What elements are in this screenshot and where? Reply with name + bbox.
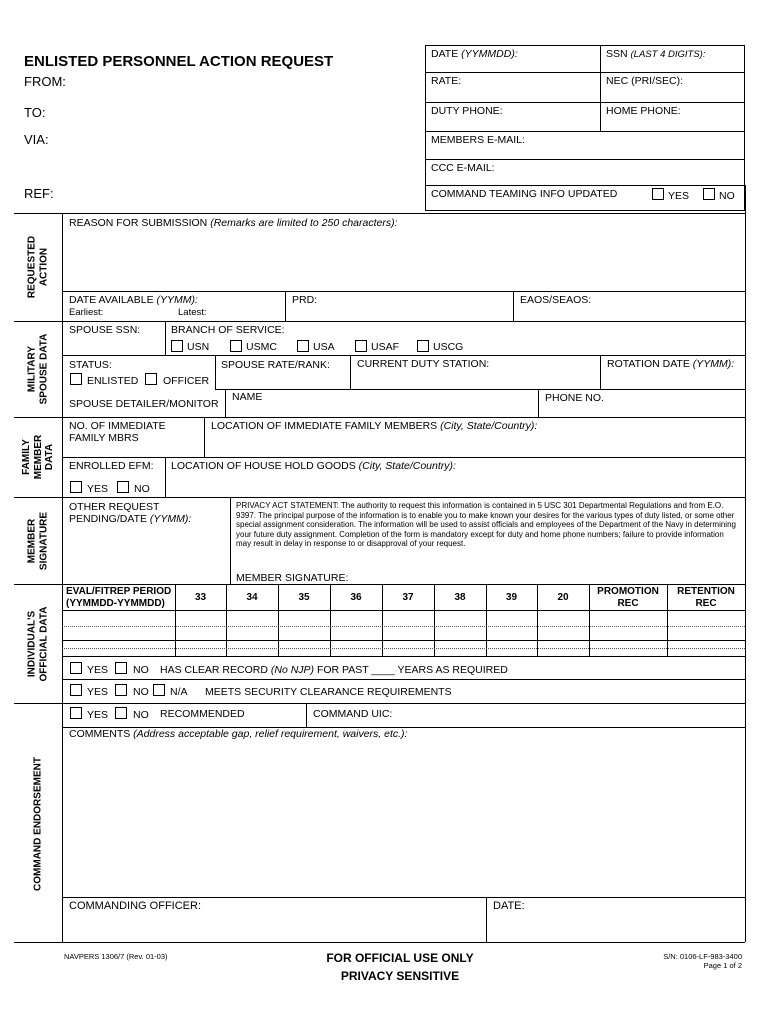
- security-yes-checkbox[interactable]: [70, 684, 82, 696]
- efm-yes-label: YES: [87, 483, 109, 495]
- privacy-act-statement: PRIVACY ACT STATEMENT: The authority to request this information is contained in 5 USC 301 Departmental Regulations and from E.O. 9397. The principal purpose of the information is to enable you to make known your desires for the various types of duty listed, or some other special assignment consideration. The information will be used to assist officials and employees of the Department of the Navy in determining your future duty assignment. Completion of the form is mandatory except for duty and home phone numbers; failure to provide information may result in delay in response to or disapproval of your request.: [236, 501, 736, 549]
- stock-number: S/N: 0106-LF-983-3400: [663, 952, 742, 961]
- side-official-data: INDIVIDUAL'S OFFICIAL DATA: [26, 606, 49, 682]
- command-uic-field[interactable]: COMMAND UIC:: [313, 708, 393, 720]
- date-available-label: DATE AVAILABLE (YYMM):: [69, 294, 198, 306]
- location-hhg-field[interactable]: LOCATION OF HOUSE HOLD GOODS (City, State/Country):: [171, 460, 456, 472]
- eval-column-33: 33: [194, 592, 207, 603]
- privacy-sensitive-label: PRIVACY SENSITIVE: [340, 969, 460, 983]
- security-no-label: NO: [133, 686, 149, 698]
- side-member-signature: MEMBER SIGNATURE: [26, 511, 49, 571]
- uscg-checkbox[interactable]: [417, 340, 429, 352]
- side-requested-action: REQUESTED ACTION: [26, 235, 49, 299]
- officer-checkbox[interactable]: [145, 373, 157, 385]
- detailer-name-field[interactable]: NAME: [232, 391, 263, 403]
- eval-data-rows[interactable]: [62, 611, 745, 656]
- rotation-date-field[interactable]: ROTATION DATE (YYMM):: [607, 358, 735, 370]
- usmc-checkbox[interactable]: [230, 340, 242, 352]
- from-label: FROM:: [24, 74, 66, 89]
- page-number: Page 1 of 2: [703, 961, 742, 970]
- recommended-yes-checkbox[interactable]: [70, 707, 82, 719]
- num-immediate-family-field[interactable]: NO. OF IMMEDIATE FAMILY MBRS: [69, 420, 166, 445]
- clear-record-yes-checkbox[interactable]: [70, 662, 82, 674]
- officer-label: OFFICER: [163, 375, 210, 387]
- via-label: VIA:: [24, 132, 49, 147]
- clear-record-no-label: NO: [133, 664, 149, 676]
- ccc-email-field[interactable]: CCC E-MAIL:: [431, 162, 495, 174]
- ssn-field[interactable]: SSN (LAST 4 DIGITS):: [606, 48, 706, 60]
- clear-record-no-checkbox[interactable]: [115, 662, 127, 674]
- date-field[interactable]: DATE (YYMMDD):: [431, 48, 518, 60]
- eval-column-36: 36: [350, 592, 362, 603]
- rate-field[interactable]: RATE:: [431, 75, 462, 87]
- eval-period-header: EVAL/FITREP PERIOD (YYMMDD-YYMMDD): [66, 586, 172, 609]
- clear-record-yes-label: YES: [87, 664, 109, 676]
- top-info-box: [425, 45, 745, 211]
- recommended-no-checkbox[interactable]: [115, 707, 127, 719]
- enlisted-label: ENLISTED: [87, 375, 139, 387]
- usa-label: USA: [313, 341, 335, 353]
- other-request-field[interactable]: OTHER REQUEST PENDING/DATE (YYMM):: [69, 501, 192, 526]
- efm-no-checkbox[interactable]: [117, 481, 129, 493]
- eval-column-35: 35: [298, 592, 310, 603]
- clear-record-statement: HAS CLEAR RECORD (No NJP) FOR PAST ____ YEARS AS REQUIRED: [160, 664, 508, 676]
- security-no-checkbox[interactable]: [115, 684, 127, 696]
- usn-label: USN: [187, 341, 210, 353]
- members-email-field[interactable]: MEMBERS E-MAIL:: [431, 134, 525, 146]
- security-yes-label: YES: [87, 686, 109, 698]
- efm-yes-checkbox[interactable]: [70, 481, 82, 493]
- teaming-no-checkbox[interactable]: [703, 188, 715, 200]
- promotion-rec-header: PROMOTION REC: [597, 586, 659, 609]
- usa-checkbox[interactable]: [297, 340, 309, 352]
- endorsement-date-field[interactable]: DATE:: [493, 900, 525, 912]
- prd-field[interactable]: PRD:: [292, 294, 318, 306]
- spouse-detailer-label: SPOUSE DETAILER/MONITOR: [69, 398, 219, 410]
- security-na-checkbox[interactable]: [153, 684, 165, 696]
- recommended-label: RECOMMENDED: [160, 708, 245, 720]
- recommended-yes-label: YES: [87, 709, 109, 721]
- detailer-phone-field[interactable]: PHONE NO.: [545, 392, 604, 404]
- side-military-spouse: MILITARY SPOUSE DATA: [26, 333, 49, 405]
- usmc-label: USMC: [246, 341, 277, 353]
- enlisted-checkbox[interactable]: [70, 373, 82, 385]
- duty-phone-field[interactable]: DUTY PHONE:: [431, 105, 503, 117]
- current-duty-station-field[interactable]: CURRENT DUTY STATION:: [357, 358, 490, 370]
- eval-column-39: 39: [505, 592, 518, 603]
- comments-field[interactable]: COMMENTS (Address acceptable gap, relief requirement, waivers, etc.):: [69, 728, 408, 740]
- enrolled-efm-label: ENROLLED EFM:: [69, 460, 154, 472]
- eval-column-20: 20: [557, 592, 569, 603]
- eaos-field[interactable]: EAOS/SEAOS:: [520, 294, 592, 306]
- usaf-checkbox[interactable]: [355, 340, 367, 352]
- home-phone-field[interactable]: HOME PHONE:: [606, 105, 681, 117]
- reason-field[interactable]: REASON FOR SUBMISSION (Remarks are limited to 250 characters):: [69, 217, 398, 229]
- uscg-label: USCG: [433, 341, 464, 353]
- earliest-field[interactable]: Earliest:: [69, 307, 104, 318]
- efm-no-label: NO: [134, 483, 150, 495]
- spouse-ssn-field[interactable]: SPOUSE SSN:: [69, 324, 141, 336]
- teaming-no-label: NO: [719, 190, 735, 202]
- form-title: ENLISTED PERSONNEL ACTION REQUEST: [24, 53, 334, 70]
- latest-field[interactable]: Latest:: [178, 307, 207, 318]
- to-label: TO:: [24, 105, 46, 120]
- ref-label: REF:: [24, 186, 54, 201]
- location-immediate-family-field[interactable]: LOCATION OF IMMEDIATE FAMILY MEMBERS (City, State/Country):: [211, 420, 538, 432]
- usaf-label: USAF: [371, 341, 400, 353]
- side-family-member: FAMILY MEMBER DATA: [20, 434, 55, 480]
- retention-rec-header: RETENTION REC: [677, 586, 735, 609]
- eval-column-34: 34: [246, 592, 258, 603]
- usn-checkbox[interactable]: [171, 340, 183, 352]
- form-number: NAVPERS 1306/7 (Rev. 01-03): [64, 952, 168, 961]
- teaming-yes-label: YES: [668, 190, 690, 202]
- member-signature-field[interactable]: MEMBER SIGNATURE:: [236, 572, 349, 584]
- nec-field[interactable]: NEC (PRI/SEC):: [606, 75, 684, 87]
- teaming-yes-checkbox[interactable]: [652, 188, 664, 200]
- spouse-rate-field[interactable]: SPOUSE RATE/RANK:: [221, 359, 330, 371]
- eval-column-37: 37: [402, 592, 414, 603]
- security-na-label: N/A: [170, 686, 188, 698]
- security-statement: MEETS SECURITY CLEARANCE REQUIREMENTS: [205, 686, 452, 698]
- recommended-no-label: NO: [133, 709, 149, 721]
- branch-label: BRANCH OF SERVICE:: [171, 324, 285, 336]
- commanding-officer-field[interactable]: COMMANDING OFFICER:: [69, 900, 201, 912]
- official-use-label: FOR OFFICIAL USE ONLY: [326, 951, 474, 965]
- side-command-endorsement: COMMAND ENDORSEMENT: [32, 757, 44, 891]
- status-label: STATUS:: [69, 359, 112, 371]
- teaming-label: COMMAND TEAMING INFO UPDATED: [431, 188, 618, 200]
- eval-column-38: 38: [454, 592, 466, 603]
